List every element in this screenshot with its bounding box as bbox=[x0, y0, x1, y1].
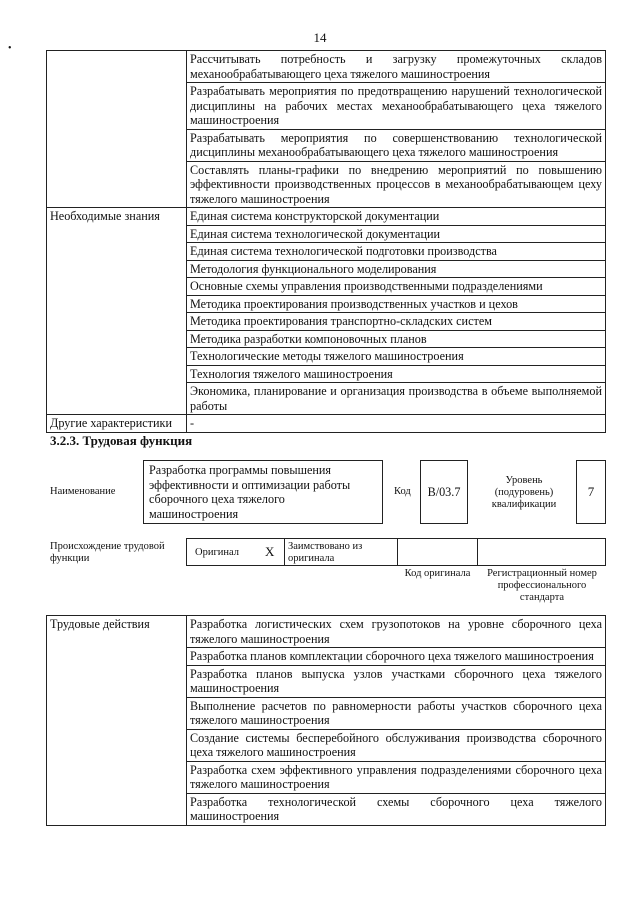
row-text: Методология функционального моделирования bbox=[187, 260, 606, 278]
origin-label: Происхождение трудовой функции bbox=[50, 541, 165, 564]
name-label: Наименование bbox=[50, 486, 116, 497]
row-text: Основные схемы управления производственными подразделениями bbox=[187, 278, 606, 296]
skills-knowledge-table bbox=[46, 50, 606, 433]
row-text: Составлять планы-графики по внедрению мероприятий по повышению эффективности производственных процессов в механообрабатывающем цеху тяжелого машиностроения bbox=[187, 161, 606, 208]
row-text: Методика проектирования транспортно-складских систем bbox=[187, 313, 606, 331]
code-value: B/03.7 bbox=[420, 460, 468, 524]
row-text: Разработка логистических схем грузопотоков на уровне сборочного цеха тяжелого машиностроения bbox=[187, 616, 606, 648]
row-text: Создание системы бесперебойного обслуживания производства сборочного цеха тяжелого машиностроения bbox=[187, 729, 606, 761]
reg-number-caption: Регистрационный номер профессионального стандарта bbox=[487, 568, 597, 603]
row-text: Рассчитывать потребность и загрузку промежуточных складов механообрабатывающего цеха тяжелого машиностроения bbox=[187, 51, 606, 83]
row-text: Единая система конструкторской документации bbox=[187, 208, 606, 226]
other-characteristics-label: Другие характеристики bbox=[47, 415, 187, 433]
table-row bbox=[47, 415, 606, 433]
divider bbox=[284, 539, 285, 565]
margin-dot: • bbox=[8, 43, 12, 54]
original-mark: X bbox=[265, 544, 275, 559]
labor-actions-table bbox=[46, 615, 606, 826]
row-text: Экономика, планирование и организация производства в объеме выполняемой работы bbox=[187, 383, 606, 415]
table-row bbox=[47, 208, 606, 226]
divider bbox=[397, 539, 398, 565]
function-name-box: Разработка программы повышения эффективности и оптимизации работы сборочного цеха тяжелого машиностроения bbox=[143, 460, 383, 524]
page-number: 14 bbox=[313, 30, 327, 45]
row-text: Методика разработки компоновочных планов bbox=[187, 330, 606, 348]
row-text: Методика проектирования производственных участков и цехов bbox=[187, 295, 606, 313]
code-original-caption: Код оригинала bbox=[404, 568, 471, 579]
row-text: Разработка схем эффективного управления подразделениями сборочного цеха тяжелого машиностроения bbox=[187, 761, 606, 793]
table-row bbox=[47, 616, 606, 648]
table-row bbox=[47, 51, 606, 83]
row-text: Выполнение расчетов по равномерности работы участков сборочного цеха тяжелого машиностроения bbox=[187, 697, 606, 729]
row-text: Разрабатывать мероприятия по совершенствованию технологической дисциплины механообрабатывающего цеха тяжелого машиностроения bbox=[187, 129, 606, 161]
row-label bbox=[47, 51, 187, 208]
labor-actions-label: Трудовые действия bbox=[47, 616, 187, 826]
code-label: Код bbox=[394, 486, 411, 497]
row-text: Технологические методы тяжелого машиностроения bbox=[187, 348, 606, 366]
row-text: Разработка технологической схемы сборочного цеха тяжелого машиностроения bbox=[187, 793, 606, 825]
level-label: Уровень (подуровень) квалификации bbox=[491, 475, 557, 510]
section-title: 3.2.3. Трудовая функция bbox=[50, 433, 193, 448]
row-text: Технология тяжелого машиностроения bbox=[187, 365, 606, 383]
row-text: - bbox=[187, 415, 606, 433]
level-value: 7 bbox=[576, 460, 606, 524]
original-label: Оригинал bbox=[195, 547, 239, 558]
knowledge-label: Необходимые знания bbox=[47, 208, 187, 415]
row-text: Разработка планов выпуска узлов участками сборочного цеха тяжелого машиностроения bbox=[187, 665, 606, 697]
row-text: Единая система технологической подготовки производства bbox=[187, 243, 606, 261]
origin-box bbox=[186, 538, 606, 566]
row-text: Разрабатывать мероприятия по предотвращению нарушений технологической дисциплины на рабочих местах механообрабатывающего цеха тяжелого машиностроения bbox=[187, 83, 606, 130]
borrowed-label: Заимствовано из оригинала bbox=[288, 541, 363, 564]
divider bbox=[477, 539, 478, 565]
row-text: Единая система технологической документации bbox=[187, 225, 606, 243]
row-text: Разработка планов комплектации сборочного цеха тяжелого машиностроения bbox=[187, 648, 606, 666]
